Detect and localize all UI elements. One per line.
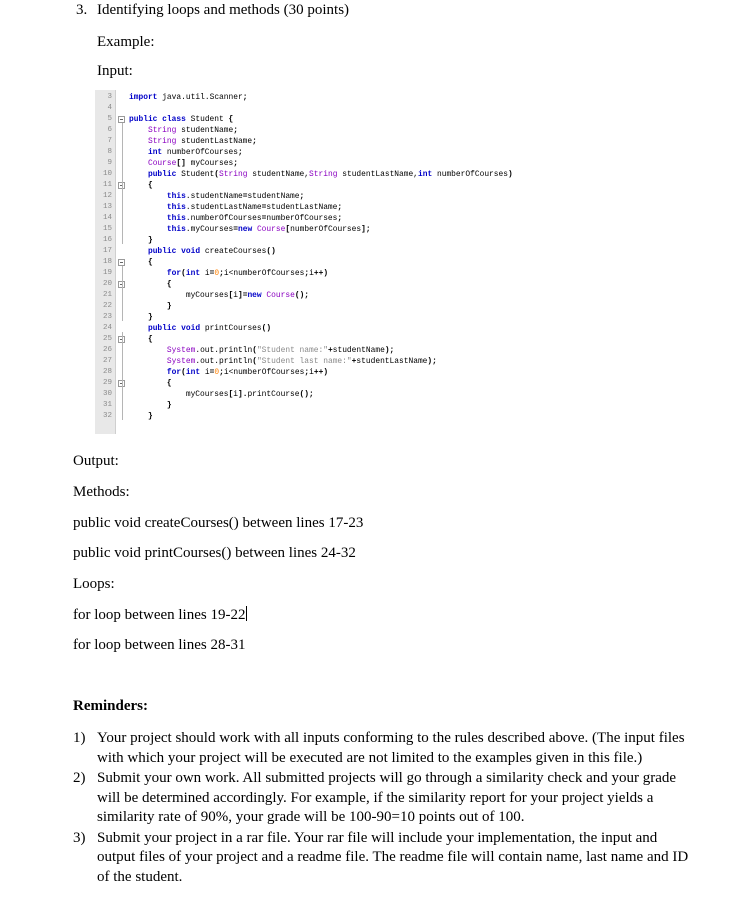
code-line [95,268,635,279]
reminders-list [73,729,693,888]
code-text: String studentLastName; [147,137,257,146]
code-line [95,389,635,400]
code-line [95,279,635,290]
fold-toggle-icon[interactable] [118,116,125,123]
code-text: } [129,401,172,410]
line-number: 28 [102,368,112,376]
code-text: public class Student { [129,115,234,124]
code-line [95,180,635,191]
code-text: { [129,335,153,344]
code-text: public Student(String studentName,String studentLastName,int numberOfCourses) [147,170,513,179]
section-title: Identifying loops and methods (30 points) [97,2,350,18]
reminder-item [73,829,693,888]
code-text: this.studentLastName=studentLastName; [166,203,343,212]
fold-guide [122,288,123,310]
line-number: 5 [107,115,112,123]
code-text: } [129,302,172,311]
line-number: 11 [102,181,112,189]
code-line [95,114,635,125]
code-line [95,345,635,356]
line-number: 18 [102,258,112,266]
line-number: 4 [107,104,112,112]
code-line [95,136,635,147]
code-text: int numberOfCourses; [147,148,243,157]
code-line [95,367,635,378]
reminder-item [73,769,693,828]
fold-guide [122,387,123,409]
line-number: 21 [102,291,112,299]
line-number: 8 [107,148,112,156]
code-text: this.studentName=studentName; [166,192,305,201]
code-text: } [129,236,153,245]
line-number: 26 [102,346,112,354]
code-line [95,169,635,180]
input-label: Input: [97,63,133,79]
code-text: for(int i=0;i<numberOfCourses;i++) [166,269,329,278]
line-number: 16 [102,236,112,244]
section-number: 3. [76,2,88,18]
code-line [95,411,635,422]
line-number: 25 [102,335,112,343]
code-line [95,323,635,334]
code-text: this.numberOfCourses=numberOfCourses; [166,214,343,223]
code-text: public void createCourses() [147,247,276,256]
code-line [95,301,635,312]
code-line [95,213,635,224]
method-entry: public void createCourses() between lines 17-23 [73,515,364,531]
output-label: Output: [73,453,119,469]
code-text: { [129,379,172,388]
code-line [95,202,635,213]
code-screenshot [95,90,635,434]
code-text: myCourses[i].printCourse(); [185,390,314,399]
method-entry: public void printCourses() between lines 24-32 [73,545,356,561]
code-line [95,400,635,411]
methods-label: Methods: [73,484,130,500]
code-text: myCourses[i]=new Course(); [185,291,310,300]
code-line [95,356,635,367]
code-line [95,246,635,257]
line-number: 17 [102,247,112,255]
code-text: import java.util.Scanner; [129,93,248,102]
line-number: 22 [102,302,112,310]
code-text: { [129,258,153,267]
code-text: public void printCourses() [147,324,272,333]
line-number: 12 [102,192,112,200]
code-text: for(int i=0;i<numberOfCourses;i++) [166,368,329,377]
line-number: 13 [102,203,112,211]
line-number: 29 [102,379,112,387]
reminder-item [73,729,693,768]
line-number: 23 [102,313,112,321]
code-text: String studentName; [147,126,238,135]
line-number: 3 [107,93,112,101]
line-number: 14 [102,214,112,222]
line-number: 30 [102,390,112,398]
line-number: 20 [102,280,112,288]
code-line [95,334,635,345]
code-line [95,290,635,301]
line-number: 19 [102,269,112,277]
line-number: 9 [107,159,112,167]
text-cursor [246,606,247,621]
code-text: Course[] myCourses; [147,159,238,168]
reminders-heading: Reminders: [73,698,148,714]
code-text: } [129,313,153,322]
line-number: 7 [107,137,112,145]
line-number: 32 [102,412,112,420]
code-line [95,158,635,169]
line-number: 27 [102,357,112,365]
line-number: 10 [102,170,112,178]
code-line [95,125,635,136]
code-line [95,235,635,246]
line-number: 6 [107,126,112,134]
reminder-text: Submit your project in a rar file. Your rar file will include your implementation, the input and output files of your project and a readme file. The readme file will contain name, last name and ID of the student. [97,829,689,885]
loop-entry: for loop between lines 28-31 [73,637,246,653]
reminder-text: Submit your own work. All submitted projects will go through a similarity check and your grade will be determined accordingly. For example, if the similarity report for your project yields a similarity rate of 90%, your grade will be 100-90=10 points out of 100. [97,770,677,825]
line-number: 24 [102,324,112,332]
fold-guide [122,123,123,244]
fold-toggle-icon[interactable] [118,259,125,266]
reminder-index: 3) [73,829,86,846]
code-line [95,257,635,268]
reminder-text: Your project should work with all inputs conforming to the rules described above. (The input files with which your project will be executed are not limited to the examples given in this file.) [97,730,685,766]
code-text: this.myCourses=new Course[numberOfCourses]; [166,225,371,234]
code-line [95,147,635,158]
code-text: System.out.println("Student last name:"+studentLastName); [166,357,437,366]
code-line [95,103,635,114]
code-line [95,378,635,389]
loop-entry-text: for loop between lines 19-22 [73,607,246,623]
code-text: { [129,181,153,190]
section-heading [76,2,349,19]
code-line [95,224,635,235]
code-line [95,191,635,202]
line-number: 15 [102,225,112,233]
loop-entry [73,606,247,624]
reminder-index: 1) [73,730,86,746]
code-line [95,312,635,323]
code-text: } [129,412,153,421]
line-number: 31 [102,401,112,409]
example-label: Example: [97,34,155,50]
reminder-index: 2) [73,770,86,786]
code-text: System.out.println("Student name:"+studentName); [166,346,395,355]
loops-label: Loops: [73,576,115,592]
code-line [95,92,635,103]
code-text: { [129,280,172,289]
